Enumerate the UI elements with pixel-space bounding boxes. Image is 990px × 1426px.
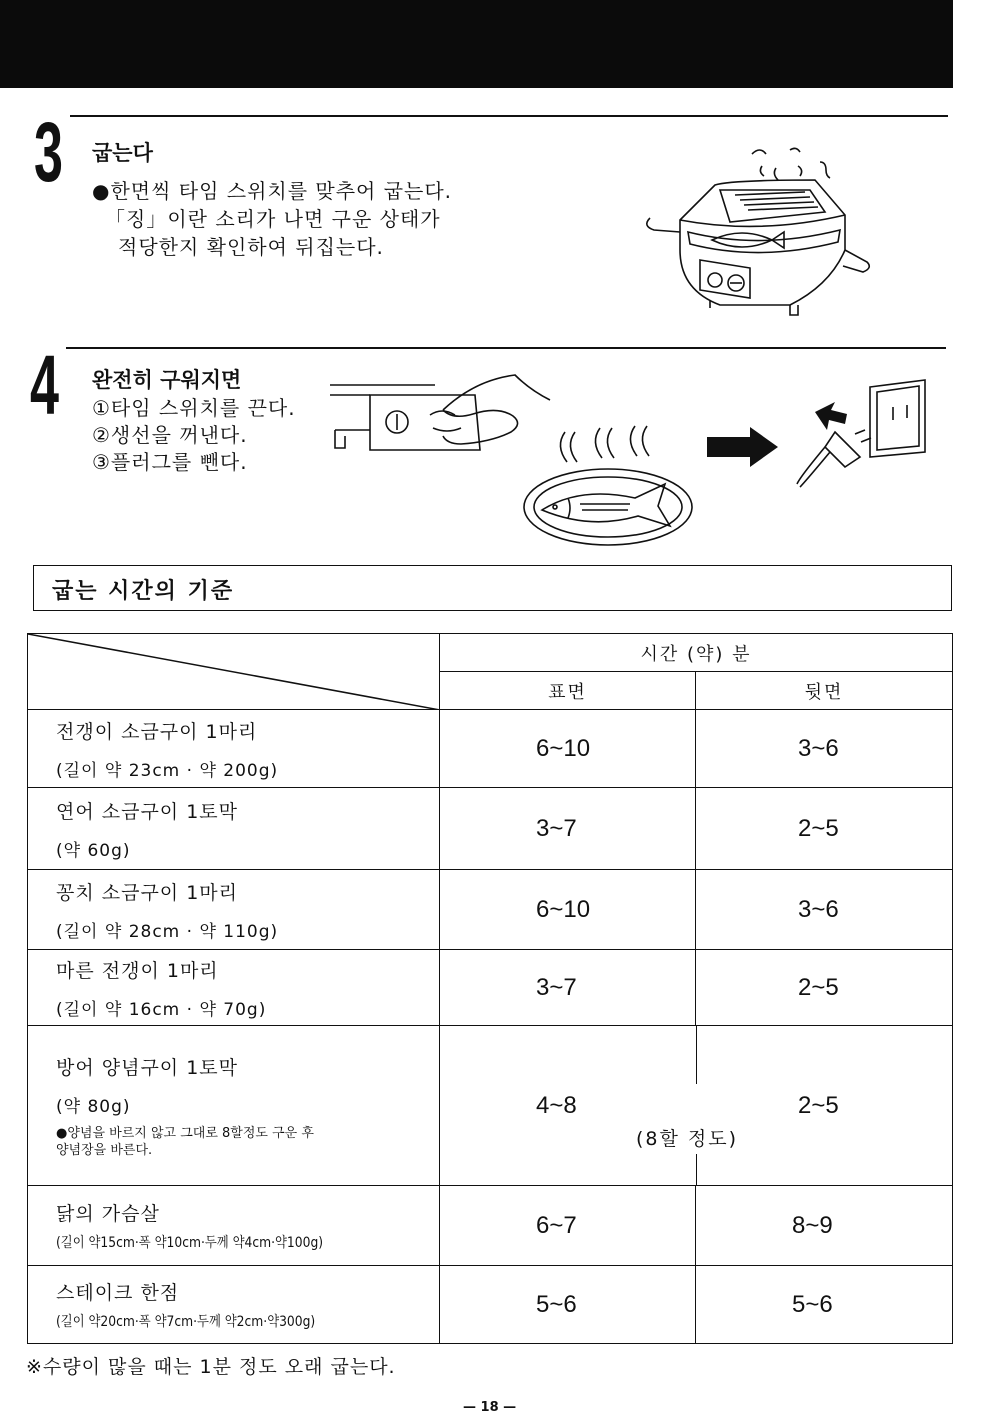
partial-divider-top xyxy=(696,1026,697,1084)
top-black-band xyxy=(0,0,953,88)
header-back: 뒷면 xyxy=(696,672,953,710)
section-title: 굽는 시간의 기준 xyxy=(52,579,235,604)
item-name: 연어 소금구이 1토막 xyxy=(56,800,238,823)
back-time: 3~6 xyxy=(798,734,839,762)
front-time: 3~7 xyxy=(536,973,577,1001)
item-size: (길이 약 16cm · 약 70g) xyxy=(56,999,267,1020)
back-time: 8~9 xyxy=(792,1211,833,1239)
step4-title: 완전히 구워지면 xyxy=(92,368,242,392)
grill-illustration xyxy=(640,140,880,325)
back-time: 2~5 xyxy=(798,973,839,1001)
back-time: 5~6 xyxy=(792,1290,833,1318)
step3-rule xyxy=(70,115,948,117)
table-row xyxy=(28,950,953,1026)
step3-title: 굽는다 xyxy=(92,141,153,165)
item-size: (길이 약20cm·폭 약7cm·두께 약2cm·약300g) xyxy=(56,1314,316,1330)
step3-line-2: 「징」이란 소리가 나면 구운 상태가 xyxy=(105,207,441,231)
front-note: (8할 정도) xyxy=(636,1128,739,1150)
header-front: 표면 xyxy=(440,672,696,710)
table-row xyxy=(28,870,953,950)
fish-plate-illustration xyxy=(520,422,700,547)
step4-line-3: ③플러그를 뺀다. xyxy=(92,450,248,474)
header-time: 시간 (약) 분 xyxy=(440,634,953,672)
item-name: 방어 양념구이 1토막 xyxy=(56,1056,238,1079)
item-size: (길이 약 23cm · 약 200g) xyxy=(56,760,279,781)
table-corner-cell xyxy=(28,634,440,710)
item-name: 마른 전갱이 1마리 xyxy=(56,959,219,982)
step3-line-1: ●한면씩 타임 스위치를 맞추어 굽는다. xyxy=(92,179,453,203)
front-time: 3~7 xyxy=(536,814,577,842)
step4-line-2: ②생선을 꺼낸다. xyxy=(92,423,248,447)
front-time: 6~10 xyxy=(536,895,591,923)
table-row xyxy=(28,1026,953,1186)
corner-diagonal xyxy=(28,634,440,710)
item-size: (길이 약 28cm · 약 110g) xyxy=(56,921,279,942)
merged-time-cell xyxy=(440,1026,953,1186)
table-row xyxy=(28,1186,953,1266)
arrow-right-icon xyxy=(705,425,780,470)
section-title-box xyxy=(33,565,952,611)
front-time: 4~8 xyxy=(536,1092,577,1119)
step4-number: 4 xyxy=(30,338,59,432)
table-row xyxy=(28,788,953,870)
item-name: 꽁치 소금구이 1마리 xyxy=(56,881,238,904)
grilling-time-table xyxy=(27,633,953,1344)
partial-divider-bottom xyxy=(696,1154,697,1186)
item-name: 전갱이 소금구이 1마리 xyxy=(56,720,258,743)
step4-line-1: ①타임 스위치를 끈다. xyxy=(92,396,296,420)
item-size: (약 80g) xyxy=(56,1096,131,1117)
front-time: 5~6 xyxy=(536,1290,577,1318)
item-name: 닭의 가슴살 xyxy=(56,1203,160,1225)
table-row xyxy=(28,1266,953,1344)
footnote: ※수량이 많을 때는 1분 정도 오래 굽는다. xyxy=(26,1356,396,1378)
page-number: — 18 — xyxy=(463,1400,517,1415)
back-time: 2~5 xyxy=(798,1092,839,1119)
item-size: (약 60g) xyxy=(56,840,131,861)
item-note: ●양념을 바르지 않고 그대로 8할정도 구운 후 양념장을 바른다. xyxy=(56,1125,314,1158)
item-size: (길이 약15cm·폭 약10cm·두께 약4cm·약100g) xyxy=(56,1235,324,1251)
step4-rule xyxy=(66,347,946,349)
front-time: 6~10 xyxy=(536,734,591,762)
back-time: 2~5 xyxy=(798,814,839,842)
front-time: 6~7 xyxy=(536,1211,577,1239)
table-row xyxy=(28,710,953,788)
plug-outlet-illustration xyxy=(795,372,935,497)
step3-line-3: 적당한지 확인하여 뒤집는다. xyxy=(118,235,384,259)
back-time: 3~6 xyxy=(798,895,839,923)
step3-number: 3 xyxy=(34,105,63,199)
item-name: 스테이크 한점 xyxy=(56,1282,180,1304)
